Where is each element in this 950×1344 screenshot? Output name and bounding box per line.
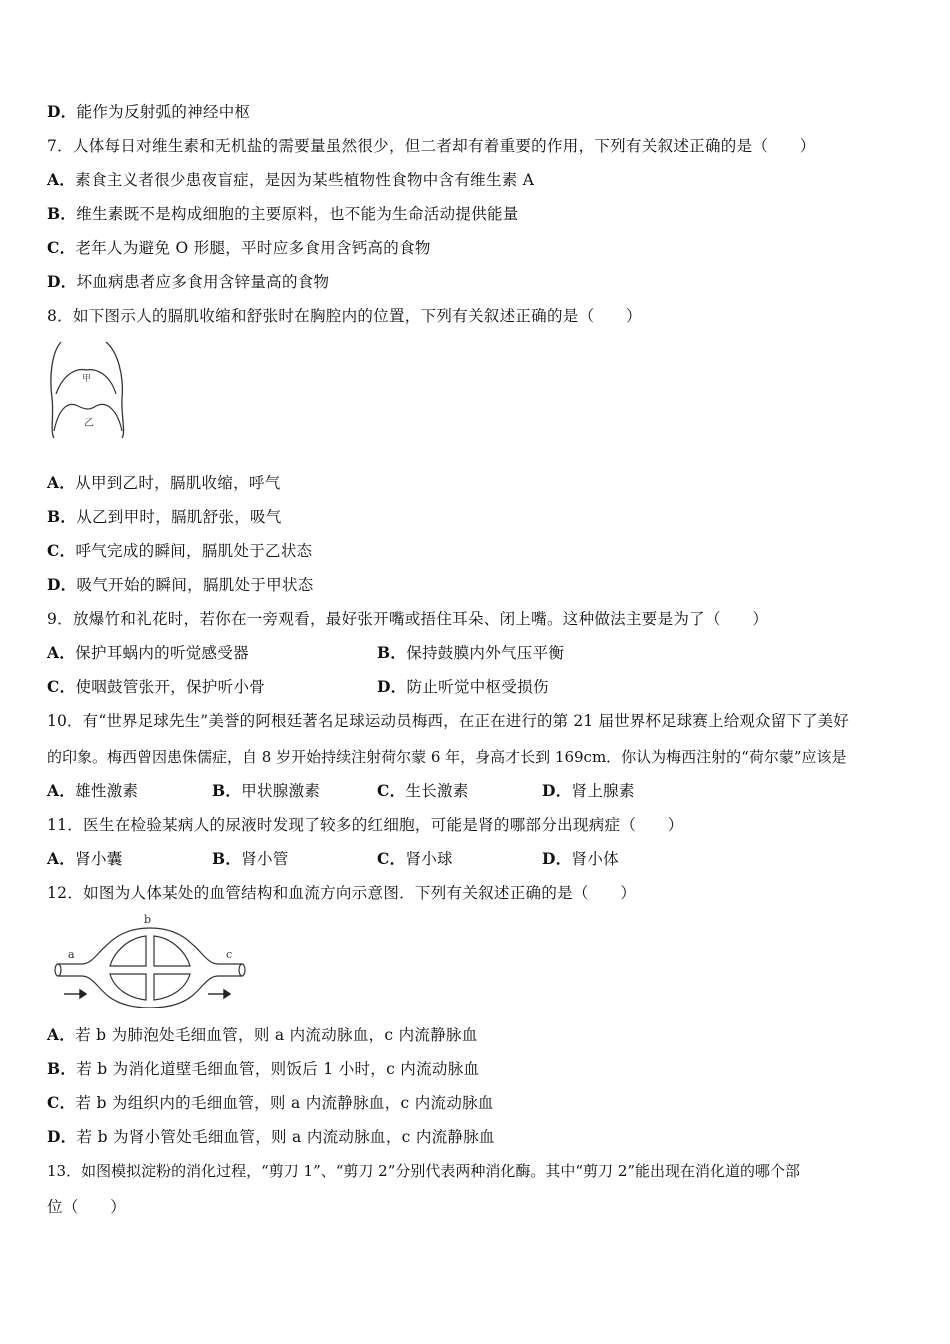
option-letter: A．	[47, 473, 76, 492]
q7-option-a	[47, 170, 534, 190]
q11-option-a	[47, 849, 123, 869]
q12-option-a	[47, 1025, 478, 1045]
q7-stem: 7．人体每日对维生素和无机盐的需要量虽然很少，但二者却有着重要的作用，下列有关叙述正确的是（ ）	[47, 137, 816, 155]
q8-option-c	[47, 541, 312, 561]
q10-stem-line1: 10．有“世界足球先生”美誉的阿根廷著名足球运动员梅西，在正在进行的第 21 届世界杯足球赛上给观众留下了美好	[47, 712, 849, 730]
figure-label-c: c	[226, 948, 233, 961]
q12-stem: 12．如图为人体某处的血管结构和血流方向示意图．下列有关叙述正确的是（ ）	[47, 884, 637, 902]
option-letter: D．	[47, 102, 77, 121]
capillary-box-upper-right	[154, 936, 190, 966]
q12-option-b	[47, 1059, 479, 1079]
q7-option-d	[47, 272, 329, 292]
option-text: 肾上腺素	[571, 782, 635, 800]
option-letter: C．	[47, 238, 76, 257]
vessel-a-lower	[58, 976, 150, 1008]
q11-stem: 11．医生在检验某病人的尿液时发现了较多的红细胞，可能是肾的哪部分出现病症（ ）	[47, 816, 684, 834]
option-letter: A．	[47, 781, 76, 800]
option-text: 甲状腺激素	[241, 782, 321, 800]
option-text: 防止听觉中枢受损伤	[406, 678, 549, 696]
option-text: 保护耳蜗内的听觉感受器	[75, 644, 249, 662]
option-letter: A．	[47, 1025, 76, 1044]
option-text: 吸气开始的瞬间，膈肌处于甲状态	[76, 576, 314, 594]
vessel-a-opening	[55, 964, 61, 976]
option-text: 若 b 为肾小管处毛细血管，则 a 内流动脉血，c 内流静脉血	[76, 1128, 495, 1146]
option-text: 保持鼓膜内外气压平衡	[406, 644, 565, 662]
q11-option-d	[542, 849, 619, 869]
option-text: 若 b 为组织内的毛细血管，则 a 内流静脉血，c 内流动脉血	[75, 1094, 494, 1112]
q10-option-b	[212, 781, 320, 801]
option-letter: D．	[377, 677, 407, 696]
option-letter: C．	[377, 849, 406, 868]
q8-option-b	[47, 507, 282, 527]
option-text: 老年人为避免 O 形腿，平时应多食用含钙高的食物	[75, 239, 431, 257]
option-letter: A．	[47, 643, 76, 662]
option-text: 生长激素	[405, 782, 469, 800]
figure-label-a: a	[68, 948, 75, 961]
q6-option-d	[47, 102, 250, 122]
q9-option-c	[47, 677, 265, 697]
option-letter: A．	[47, 170, 76, 189]
q7-option-c	[47, 238, 431, 258]
option-text: 肾小体	[571, 850, 619, 868]
q12-option-d	[47, 1127, 495, 1147]
option-text: 雄性激素	[75, 782, 139, 800]
q9-stem: 9．放爆竹和礼花时，若你在一旁观看，最好张开嘴或捂住耳朵、闭上嘴。这种做法主要是为了（ ）	[47, 610, 769, 628]
q11-option-b	[212, 849, 289, 869]
vessel-c-opening	[239, 964, 245, 976]
option-text: 若 b 为肺泡处毛细血管，则 a 内流动脉血，c 内流静脉血	[75, 1026, 478, 1044]
blood-vessel-figure	[52, 912, 248, 1008]
option-text: 呼气完成的瞬间，膈肌处于乙状态	[75, 542, 313, 560]
q9-option-a	[47, 643, 249, 663]
q9-option-b	[377, 643, 564, 663]
option-text: 素食主义者很少患夜盲症，是因为某些植物性食物中含有维生素 A	[75, 171, 535, 189]
option-letter: D．	[542, 849, 572, 868]
option-text: 坏血病患者应多食用含锌量高的食物	[76, 273, 330, 291]
q11-option-c	[377, 849, 453, 869]
q8-option-a	[47, 473, 281, 493]
q8-stem: 8．如下图示人的膈肌收缩和舒张时在胸腔内的位置，下列有关叙述正确的是（ ）	[47, 307, 642, 325]
capillary-box-lower-right	[154, 974, 190, 1000]
q8-option-d	[47, 575, 314, 595]
option-letter: D．	[542, 781, 572, 800]
option-text: 肾小球	[405, 850, 453, 868]
option-letter: B．	[47, 1059, 77, 1078]
q12-option-c	[47, 1093, 494, 1113]
option-letter: C．	[377, 781, 406, 800]
q10-option-c	[377, 781, 469, 801]
q7-option-b	[47, 204, 519, 224]
option-text: 从乙到甲时，膈肌舒张，吸气	[76, 508, 282, 526]
option-letter: B．	[212, 849, 242, 868]
figure-label-b: b	[144, 913, 152, 926]
option-letter: C．	[47, 677, 76, 696]
option-letter: D．	[47, 575, 77, 594]
option-text: 维生素既不是构成细胞的主要原料，也不能为生命活动提供能量	[76, 205, 519, 223]
option-letter: C．	[47, 541, 76, 560]
option-text: 肾小管	[241, 850, 289, 868]
option-letter: B．	[47, 507, 77, 526]
option-letter: C．	[47, 1093, 76, 1112]
option-letter: A．	[47, 849, 76, 868]
diaphragm-figure	[44, 336, 130, 442]
q10-option-a	[47, 781, 138, 801]
option-text: 使咽鼓管张开，保护听小骨	[75, 678, 266, 696]
flow-arrow-right-icon	[224, 990, 230, 998]
capillary-box-upper-left	[110, 936, 146, 966]
q10-stem-line2: 的印象。梅西曾因患侏儒症，自 8 岁开始持续注射荷尔蒙 6 年，身高才长到 169cm．你认为梅西注射的“荷尔蒙”应该是	[47, 748, 847, 766]
option-letter: D．	[47, 272, 77, 291]
q9-option-d	[377, 677, 549, 697]
option-text: 从甲到乙时，膈肌收缩，呼气	[75, 474, 281, 492]
option-text: 若 b 为消化道壁毛细血管，则饭后 1 小时，c 内流动脉血	[76, 1060, 480, 1078]
option-letter: B．	[47, 204, 77, 223]
capillary-box-lower-left	[110, 974, 146, 1000]
figure-label-yi: 乙	[84, 418, 94, 429]
q13-stem-line1: 13．如图模拟淀粉的消化过程，“剪刀 1”、“剪刀 2”分别代表两种消化酶。其中“剪刀 2”能出现在消化道的哪个部	[47, 1162, 801, 1180]
q10-option-d	[542, 781, 635, 801]
figure-label-jia: 甲	[82, 374, 92, 384]
option-text: 能作为反射弧的神经中枢	[76, 103, 251, 121]
option-letter: B．	[212, 781, 242, 800]
option-text: 肾小囊	[75, 850, 123, 868]
option-letter: D．	[47, 1127, 77, 1146]
q13-stem-line2: 位（ ）	[47, 1198, 127, 1216]
flow-arrow-left-icon	[80, 990, 86, 998]
option-letter: B．	[377, 643, 407, 662]
